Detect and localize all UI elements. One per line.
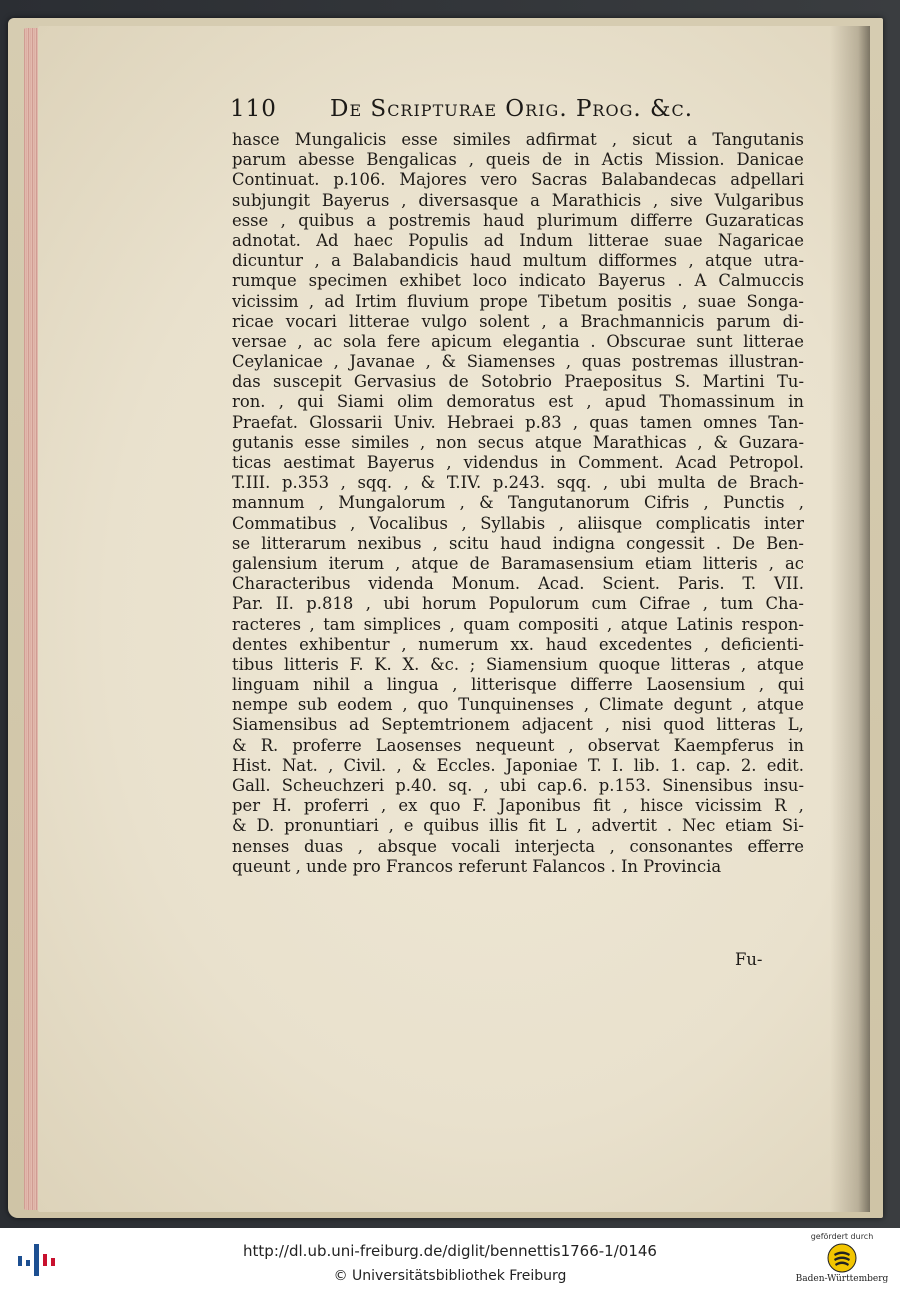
text-line: Siamensibus ad Septemtrionem adjacent , nisi quod litteras L, bbox=[232, 715, 804, 735]
viewer-footer bbox=[0, 1228, 900, 1292]
text-line: das suscepit Gervasius de Sotobrio Praepositus S. Martini Tu- bbox=[232, 372, 804, 392]
sponsor-caption: gefördert durch bbox=[810, 1232, 874, 1241]
state-crest-icon bbox=[827, 1243, 857, 1273]
text-line: Hist. Nat. , Civil. , & Eccles. Japoniae T. I. lib. 1. cap. 2. edit. bbox=[232, 755, 804, 775]
running-title: De Scripturae Orig. Prog. &c. bbox=[330, 96, 694, 122]
page-header bbox=[230, 96, 810, 130]
page-gutter-shadow bbox=[830, 26, 870, 1212]
text-line: racteres , tam simplices , quam compositi , atque Latinis respon- bbox=[232, 614, 804, 634]
text-line: ricae vocari litterae vulgo solent , a Brachmannicis parum di- bbox=[232, 311, 804, 331]
text-line: nempe sub eodem , quo Tunquinenses , Climate degunt , atque bbox=[232, 695, 804, 715]
text-line: versae , ac sola fere apicum elegantia . Obscurae sunt litterae bbox=[232, 331, 804, 351]
text-line: adnotat. Ad haec Populis ad Indum litterae suae Nagaricae bbox=[232, 230, 804, 250]
text-line: esse , quibus a postremis haud plurimum differre Guzaraticas bbox=[232, 210, 804, 230]
text-line: dentes exhibentur , numerum xx. haud excedentes , deficienti- bbox=[232, 634, 804, 654]
sponsor-block bbox=[792, 1232, 892, 1290]
text-line: linguam nihil a lingua , litterisque differre Laosensium , qui bbox=[232, 675, 804, 695]
catchword: Fu- bbox=[735, 950, 763, 969]
text-line: Praefat. Glossarii Univ. Hebraei p.83 , quas tamen omnes Tan- bbox=[232, 412, 804, 432]
text-line: mannum , Mungalorum , & Tangutanorum Cifris , Punctis , bbox=[232, 493, 804, 513]
text-line: se litterarum nexibus , scitu haud indigna congessit . De Ben- bbox=[232, 533, 804, 553]
copyright-notice: © Universitätsbibliothek Freiburg bbox=[333, 1268, 567, 1284]
text-line: Gall. Scheuchzeri p.40. sq. , ubi cap.6. p.153. Sinensibus insu- bbox=[232, 776, 804, 795]
text-line: & D. pronuntiari , e quibus illis fit L , advertit . Nec etiam Si- bbox=[232, 816, 804, 836]
text-line: Ceylanicae , Javanae , & Siamenses , quas postremas illustran- bbox=[232, 352, 804, 372]
text-line: dicuntur , a Balabandicis haud multum difformes , atque utra- bbox=[232, 251, 804, 271]
page-number: 110 bbox=[230, 96, 277, 122]
text-line: rumque specimen exhibet loco indicato Bayerus . A Calmuccis bbox=[232, 271, 804, 291]
text-line: & R. proferre Laosenses nequeunt , observat Kaempferus in bbox=[232, 735, 804, 755]
text-line: tibus litteris F. K. X. &c. ; Siamensium quoque litteras , atque bbox=[232, 654, 804, 674]
text-line: ticas aestimat Bayerus , videndus in Comment. Acad Petropol. bbox=[232, 453, 804, 472]
text-line: ron. , qui Siami olim demoratus est , apud Thomassinum in bbox=[232, 392, 804, 412]
text-line: subjungit Bayerus , diversasque a Marathicis , sive Vulgaribus bbox=[232, 190, 804, 210]
body-text bbox=[232, 130, 804, 877]
text-line: hasce Mungalicis esse similes adfirmat , sicut a Tangutanis bbox=[232, 130, 804, 149]
text-line: gutanis esse similes , non secus atque Marathicas , & Guzara- bbox=[232, 432, 804, 452]
text-line: nenses duas , absque vocali interjecta , consonantes efferre bbox=[232, 836, 804, 856]
text-line: parum abesse Bengalicas , queis de in Actis Mission. Danicae bbox=[232, 150, 804, 170]
text-line: Par. II. p.818 , ubi horum Populorum cum Cifrae , tum Cha- bbox=[232, 594, 804, 614]
text-line: Continuat. p.106. Majores vero Sacras Balabandecas adpellari bbox=[232, 170, 804, 190]
text-line: Commatibus , Vocalibus , Syllabis , aliisque complicatis inter bbox=[232, 513, 804, 533]
text-line: vicissim , ad Irtim fluvium prope Tibetum positis , suae Songa- bbox=[232, 291, 804, 311]
text-line: queunt , unde pro Francos referunt Falancos . In Provincia bbox=[232, 856, 722, 876]
sponsor-name: Baden-Württemberg bbox=[795, 1274, 889, 1284]
text-line: T.III. p.353 , sqq. , & T.IV. p.243. sqq. , ubi multa de Brach- bbox=[232, 473, 804, 493]
text-line: per H. proferri , ex quo F. Japonibus fit , hisce vicissim R , bbox=[232, 796, 804, 816]
text-line: galensium iterum , atque de Baramasensium etiam litteris , ac bbox=[232, 553, 804, 573]
text-line: Characteribus videnda Monum. Acad. Scient. Paris. T. VII. bbox=[232, 574, 804, 594]
permalink-url[interactable]: http://dl.ub.uni-freiburg.de/diglit/bennettis1766-1/0146 bbox=[243, 1242, 657, 1260]
